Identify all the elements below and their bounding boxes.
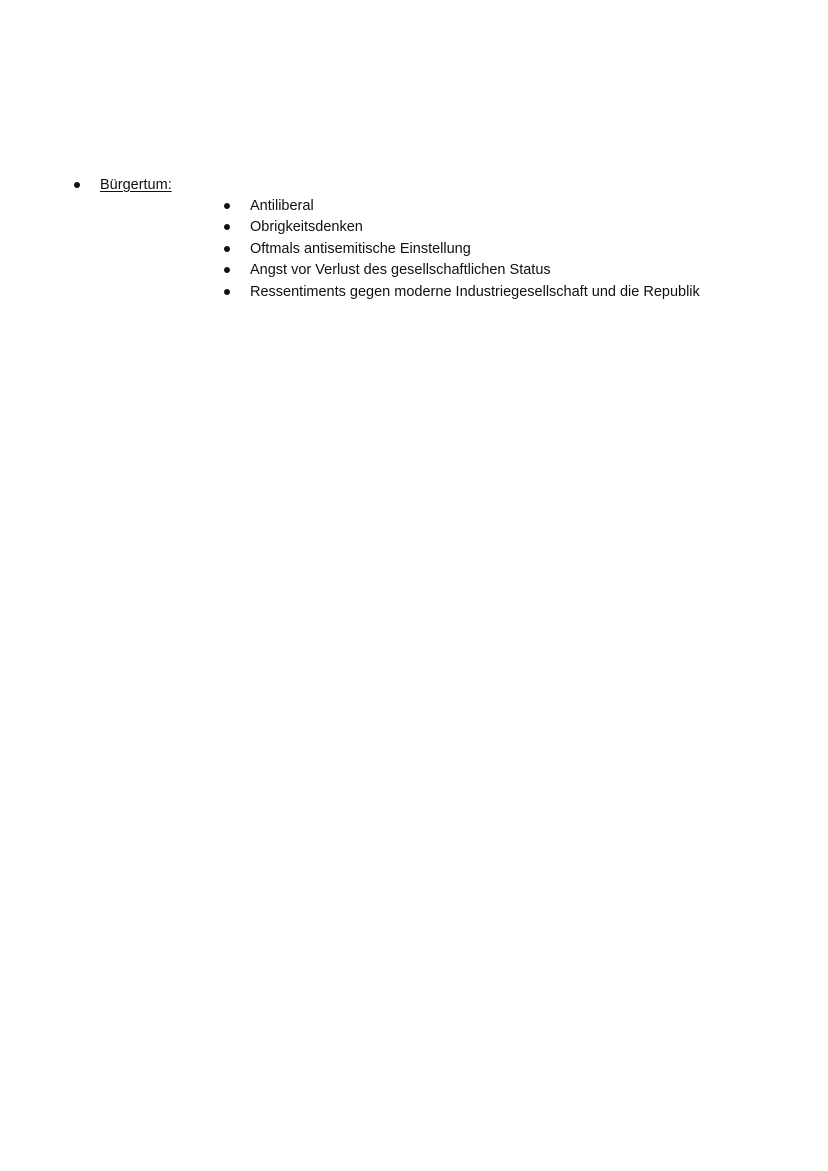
sub-bullet-list (224, 196, 700, 303)
bullet-icon (224, 203, 230, 209)
list-item-text: Antiliberal (250, 198, 314, 214)
bullet-icon (224, 224, 230, 230)
list-item (224, 217, 700, 238)
list-item (224, 260, 700, 281)
list-item-text: Oftmals antisemitische Einstellung (250, 240, 471, 257)
list-item (224, 239, 700, 260)
section-heading: Bürgertum: (100, 177, 172, 193)
list-item (224, 196, 700, 217)
list-item (224, 282, 700, 303)
bullet-icon (74, 182, 80, 188)
bullet-icon (224, 267, 230, 273)
bullet-icon (224, 246, 230, 252)
main-bullet-list (74, 175, 172, 195)
list-item-buergertum (74, 175, 172, 195)
list-item-text: Angst vor Verlust des gesellschaftlichen Status (250, 262, 551, 279)
list-item-text: Obrigkeitsdenken (250, 219, 363, 236)
list-item-text: Ressentiments gegen moderne Industriegesellschaft und die Republik (250, 283, 700, 300)
bullet-icon (224, 289, 230, 295)
